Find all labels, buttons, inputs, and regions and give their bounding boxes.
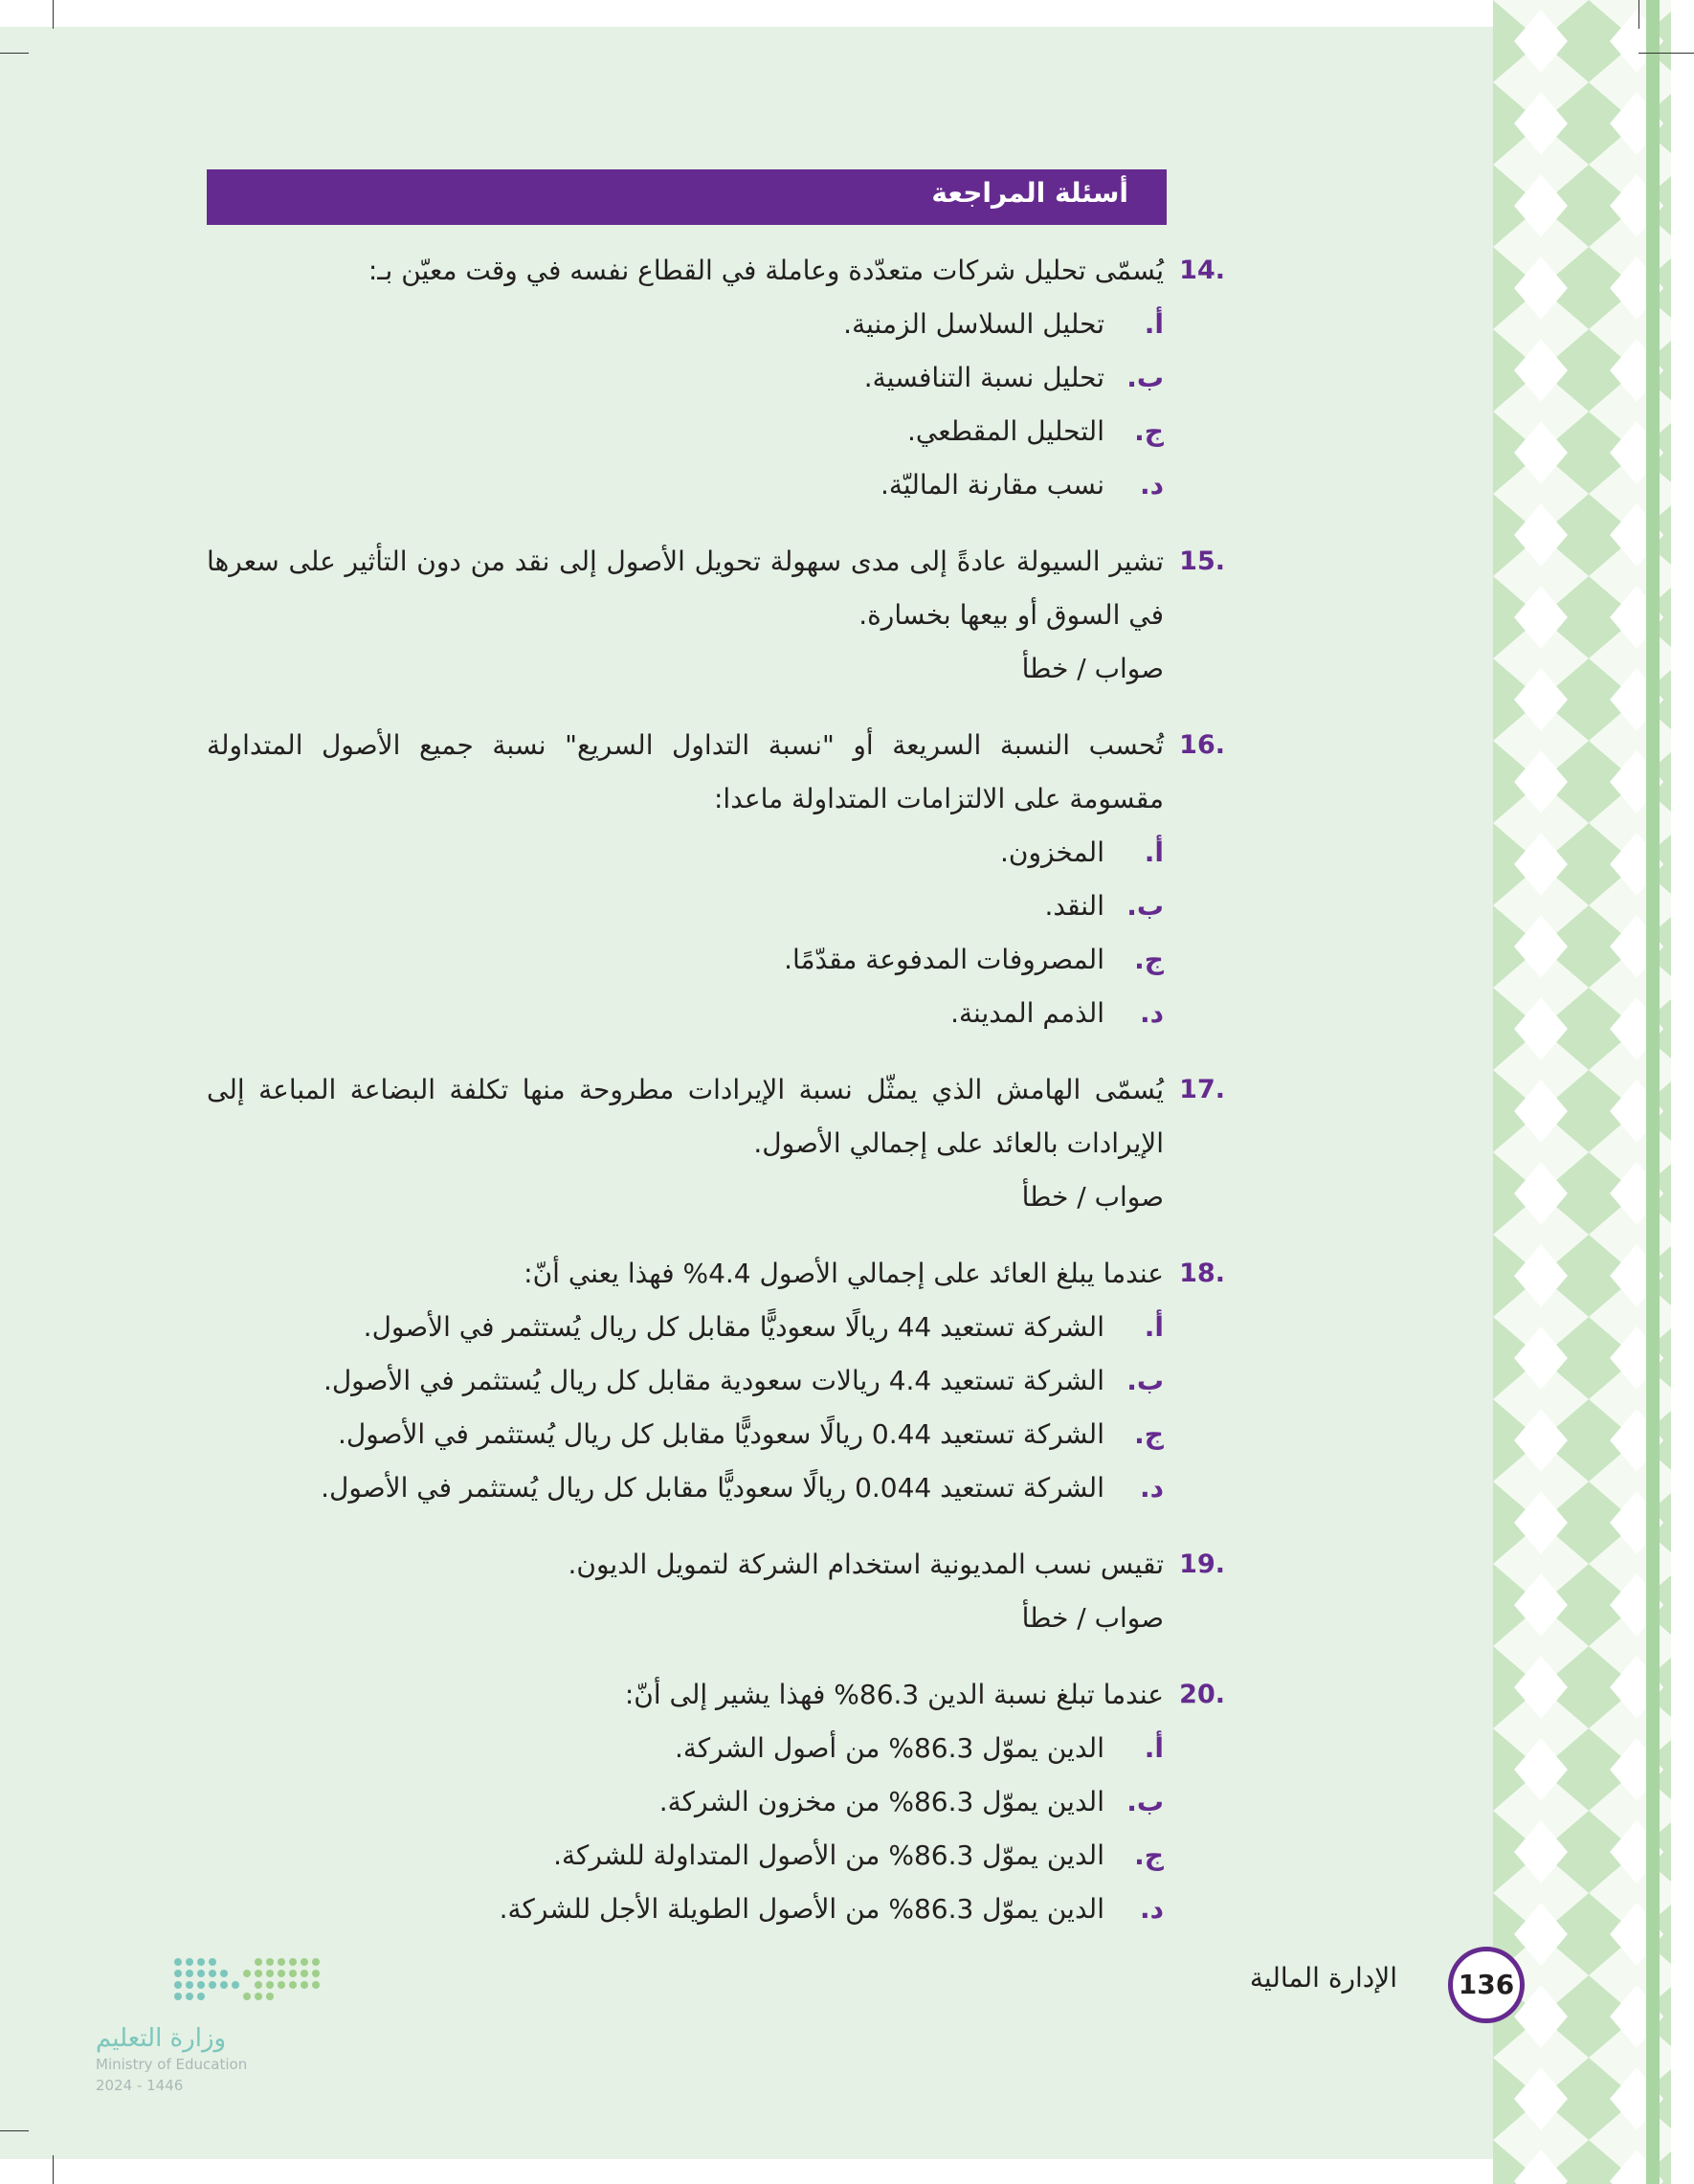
- option-text: الدين يموّل 86.3% من الأصول الطويلة الأجل للشركة.: [499, 1893, 1104, 1925]
- option-letter: د.: [1139, 997, 1164, 1029]
- option-letter: أ.: [1144, 836, 1164, 868]
- question-text: تقيس نسب المديونية استخدام الشركة لتمويل الديون.: [568, 1549, 1164, 1580]
- option[interactable]: [207, 1301, 1164, 1354]
- ministry-logo-dots-icon: [96, 1948, 345, 2015]
- question-14: [207, 244, 1225, 512]
- question-17: [207, 1063, 1225, 1224]
- option-letter: أ.: [1144, 1732, 1164, 1764]
- section-header: [207, 169, 1167, 225]
- option-text: النقد.: [1044, 890, 1104, 922]
- option[interactable]: [207, 405, 1164, 458]
- question-number: 19.: [1179, 1549, 1225, 1579]
- questions-list: [207, 244, 1225, 1936]
- option[interactable]: [207, 987, 1164, 1040]
- option[interactable]: [207, 458, 1164, 512]
- question-text: يُسمّى تحليل شركات متعدّدة وعاملة في القطاع نفسه في وقت معيّن بـ:: [368, 255, 1164, 286]
- book-title: الإدارة المالية: [1249, 1962, 1397, 1994]
- option-text: الذمم المدينة.: [950, 997, 1104, 1029]
- crop-mark: [1638, 0, 1639, 29]
- option-letter: ج.: [1134, 1418, 1164, 1450]
- question-text: تشير السيولة عادةً إلى مدى سهولة تحويل الأصول إلى نقد من دون التأثير على سعرها في السوق أو بيعها بخسارة.: [207, 546, 1164, 631]
- question-number: 17.: [1179, 1075, 1225, 1104]
- option-letter: ج.: [1134, 1839, 1164, 1871]
- option[interactable]: [207, 1354, 1164, 1408]
- ministry-logo: [96, 1948, 345, 2094]
- question-number: 18.: [1179, 1259, 1225, 1288]
- edition-year: 2024 - 1446: [96, 2077, 184, 2094]
- question-19: [207, 1538, 1225, 1645]
- option-text: نسب مقارنة الماليّة.: [880, 469, 1104, 501]
- crop-mark: [0, 53, 29, 54]
- question-18: [207, 1247, 1225, 1515]
- option-text: المخزون.: [999, 836, 1104, 868]
- question-text: عندما تبلغ نسبة الدين 86.3% فهذا يشير إلى أنّ:: [624, 1679, 1164, 1710]
- option-text: الشركة تستعيد 0.44 ريالًا سعوديًّا مقابل كل ريال يُستثمر في الأصول.: [337, 1418, 1104, 1450]
- option-letter: أ.: [1144, 1311, 1164, 1343]
- option-letter: ب.: [1126, 1786, 1164, 1817]
- option-letter: ب.: [1126, 362, 1164, 393]
- question-number: 14.: [1179, 256, 1225, 285]
- option[interactable]: [207, 1722, 1164, 1775]
- question-number: 16.: [1179, 730, 1225, 760]
- section-title: أسئلة المراجعة: [931, 177, 1128, 209]
- option[interactable]: [207, 826, 1164, 880]
- true-false-choice[interactable]: صواب / خطأ: [1021, 653, 1164, 684]
- option-text: الدين يموّل 86.3% من الأصول المتداولة للشركة.: [553, 1839, 1104, 1871]
- option[interactable]: [207, 298, 1164, 351]
- option-letter: أ.: [1144, 308, 1164, 340]
- question-20: [207, 1668, 1225, 1936]
- option-letter: ج.: [1134, 415, 1164, 447]
- option-text: الشركة تستعيد 44 ريالًا سعوديًّا مقابل كل ريال يُستثمر في الأصول.: [363, 1311, 1104, 1343]
- option[interactable]: [207, 1829, 1164, 1883]
- option-letter: ج.: [1134, 944, 1164, 975]
- page-number: 136: [1448, 1947, 1525, 2023]
- ministry-name-arabic: وزارة التعليم: [96, 2024, 227, 2053]
- option-letter: د.: [1139, 1893, 1164, 1925]
- crop-mark: [53, 2155, 54, 2184]
- option-text: الشركة تستعيد 4.4 ريالات سعودية مقابل كل ريال يُستثمر في الأصول.: [323, 1365, 1104, 1396]
- option-text: المصروفات المدفوعة مقدّمًا.: [784, 944, 1104, 975]
- option-text: الدين يموّل 86.3% من مخزون الشركة.: [658, 1786, 1104, 1817]
- crop-mark: [1638, 53, 1694, 54]
- crop-mark: [0, 2130, 29, 2131]
- crop-mark: [53, 0, 54, 29]
- option-text: التحليل المقطعي.: [906, 415, 1104, 447]
- decorative-border: [1493, 0, 1694, 2184]
- true-false-choice[interactable]: صواب / خطأ: [1021, 1181, 1164, 1213]
- true-false-choice[interactable]: صواب / خطأ: [1021, 1602, 1164, 1634]
- option[interactable]: [207, 1461, 1164, 1515]
- option-text: الشركة تستعيد 0.044 ريالًا سعوديًّا مقابل كل ريال يُستثمر في الأصول.: [321, 1472, 1104, 1504]
- question-text: يُسمّى الهامش الذي يمثّل نسبة الإيرادات مطروحة منها تكلفة البضاعة المباعة إلى الإيرادات بالعائد على إجمالي الأصول.: [207, 1074, 1164, 1159]
- question-15: [207, 535, 1225, 696]
- question-text: تُحسب النسبة السريعة أو "نسبة التداول السريع" نسبة جميع الأصول المتداولة مقسومة على الالتزامات المتداولة ماعدا:: [207, 729, 1164, 814]
- question-number: 15.: [1179, 546, 1225, 576]
- ministry-name-english: Ministry of Education: [96, 2056, 248, 2073]
- question-text: عندما يبلغ العائد على إجمالي الأصول 4.4% فهذا يعني أنّ:: [524, 1258, 1164, 1289]
- option[interactable]: [207, 933, 1164, 987]
- option-text: الدين يموّل 86.3% من أصول الشركة.: [674, 1732, 1104, 1764]
- option[interactable]: [207, 880, 1164, 933]
- option-letter: د.: [1139, 469, 1164, 501]
- option[interactable]: [207, 351, 1164, 405]
- option[interactable]: [207, 1883, 1164, 1936]
- question-16: [207, 719, 1225, 1040]
- question-number: 20.: [1179, 1680, 1225, 1709]
- option[interactable]: [207, 1408, 1164, 1461]
- option-letter: د.: [1139, 1472, 1164, 1504]
- option[interactable]: [207, 1775, 1164, 1829]
- option-text: تحليل السلاسل الزمنية.: [843, 308, 1104, 340]
- option-text: تحليل نسبة التنافسية.: [863, 362, 1104, 393]
- option-letter: ب.: [1126, 1365, 1164, 1396]
- option-letter: ب.: [1126, 890, 1164, 922]
